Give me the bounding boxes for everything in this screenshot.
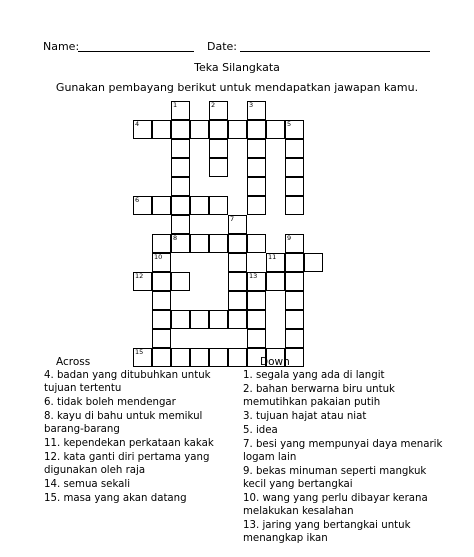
across-clue-list xyxy=(44,369,224,506)
clue-number: 4 xyxy=(135,120,140,128)
clue-number: 7 xyxy=(230,215,235,223)
grid-cell[interactable] xyxy=(285,158,304,177)
grid-cell[interactable] xyxy=(190,234,209,253)
grid-cell[interactable] xyxy=(247,158,266,177)
name-label: Name: xyxy=(43,40,80,53)
grid-cell[interactable] xyxy=(285,291,304,310)
grid-cell[interactable] xyxy=(285,310,304,329)
across-heading: Across xyxy=(56,356,91,368)
grid-cell[interactable] xyxy=(247,120,266,139)
grid-cell[interactable] xyxy=(152,272,171,291)
down-clue: 13. jaring yang bertangkai untuk menangkap ikan xyxy=(243,520,411,544)
grid-cell[interactable] xyxy=(133,272,152,291)
down-clue: 9. bekas minuman seperti mangkuk kecil yang bertangkai xyxy=(243,466,427,490)
grid-cell[interactable] xyxy=(247,196,266,215)
grid-cell[interactable] xyxy=(133,196,152,215)
grid-cell[interactable] xyxy=(228,348,247,367)
grid-cell[interactable] xyxy=(209,310,228,329)
across-clue: 11. kependekan perkataan kakak xyxy=(44,438,214,449)
grid-cell[interactable] xyxy=(190,120,209,139)
grid-cell[interactable] xyxy=(190,348,209,367)
down-clue: 2. bahan berwarna biru untuk memutihkan pakaian putih xyxy=(243,384,395,408)
grid-cell[interactable] xyxy=(285,139,304,158)
across-clue: 15. masa yang akan datang xyxy=(44,493,187,504)
down-clue: 7. besi yang mempunyai daya menarik logam lain xyxy=(243,439,443,463)
date-field[interactable] xyxy=(240,51,430,52)
grid-cell[interactable] xyxy=(228,291,247,310)
grid-cell[interactable] xyxy=(190,196,209,215)
grid-cell[interactable] xyxy=(285,234,304,253)
grid-cell[interactable] xyxy=(209,139,228,158)
down-clue: 5. idea xyxy=(243,425,278,436)
grid-cell[interactable] xyxy=(247,234,266,253)
down-heading: Down xyxy=(260,356,290,368)
grid-cell[interactable] xyxy=(266,120,285,139)
instruction-text: Gunakan pembayang berikut untuk mendapatkan jawapan kamu. xyxy=(55,81,419,94)
grid-cell[interactable] xyxy=(247,177,266,196)
grid-cell[interactable] xyxy=(228,272,247,291)
clue-number: 3 xyxy=(249,101,254,109)
grid-cell[interactable] xyxy=(209,348,228,367)
down-clue: 3. tujuan hajat atau niat xyxy=(243,411,367,422)
grid-cell[interactable] xyxy=(209,196,228,215)
grid-cell[interactable] xyxy=(171,120,190,139)
grid-cell[interactable] xyxy=(228,215,247,234)
grid-cell[interactable] xyxy=(228,310,247,329)
date-label: Date: xyxy=(207,40,237,53)
grid-cell[interactable] xyxy=(228,253,247,272)
grid-cell[interactable] xyxy=(209,234,228,253)
clue-number: 15 xyxy=(135,348,144,356)
grid-cell[interactable] xyxy=(247,310,266,329)
clue-number: 10 xyxy=(154,253,163,261)
grid-cell[interactable] xyxy=(133,120,152,139)
grid-cell[interactable] xyxy=(152,310,171,329)
grid-cell[interactable] xyxy=(152,291,171,310)
clue-number: 6 xyxy=(135,196,140,204)
across-clue: 4. badan yang ditubuhkan untuk tujuan tertentu xyxy=(44,370,211,394)
grid-cell[interactable] xyxy=(285,120,304,139)
name-field[interactable] xyxy=(78,51,194,52)
clue-number: 1 xyxy=(173,101,178,109)
grid-cell[interactable] xyxy=(247,329,266,348)
grid-cell[interactable] xyxy=(171,101,190,120)
grid-cell[interactable] xyxy=(152,253,171,272)
grid-cell[interactable] xyxy=(285,196,304,215)
clue-number: 5 xyxy=(287,120,292,128)
grid-cell[interactable] xyxy=(304,253,323,272)
grid-cell[interactable] xyxy=(247,139,266,158)
grid-cell[interactable] xyxy=(247,272,266,291)
grid-cell[interactable] xyxy=(152,120,171,139)
grid-cell[interactable] xyxy=(247,291,266,310)
grid-cell[interactable] xyxy=(285,177,304,196)
across-clue: 14. semua sekali xyxy=(44,479,131,490)
clue-number: 12 xyxy=(135,272,144,280)
clue-number: 9 xyxy=(287,234,292,242)
grid-cell[interactable] xyxy=(171,234,190,253)
grid-cell[interactable] xyxy=(171,310,190,329)
grid-cell[interactable] xyxy=(266,272,285,291)
grid-cell[interactable] xyxy=(171,177,190,196)
grid-cell[interactable] xyxy=(171,348,190,367)
clue-number: 13 xyxy=(249,272,258,280)
grid-cell[interactable] xyxy=(171,215,190,234)
grid-cell[interactable] xyxy=(228,234,247,253)
down-clue: 1. segala yang ada di langit xyxy=(243,370,385,381)
clue-number: 2 xyxy=(211,101,216,109)
grid-cell[interactable] xyxy=(152,196,171,215)
grid-cell[interactable] xyxy=(228,120,247,139)
grid-cell[interactable] xyxy=(133,348,152,367)
grid-cell[interactable] xyxy=(209,101,228,120)
grid-cell[interactable] xyxy=(209,120,228,139)
grid-cell[interactable] xyxy=(171,196,190,215)
down-clue: 10. wang yang perlu dibayar kerana melakukan kesalahan xyxy=(243,493,428,517)
grid-cell[interactable] xyxy=(152,329,171,348)
clue-number: 8 xyxy=(173,234,178,242)
grid-cell[interactable] xyxy=(266,253,285,272)
grid-cell[interactable] xyxy=(285,253,304,272)
grid-cell[interactable] xyxy=(190,310,209,329)
grid-cell[interactable] xyxy=(285,272,304,291)
across-clue: 8. kayu di bahu untuk memikul barang-barang xyxy=(44,411,203,435)
grid-cell[interactable] xyxy=(171,158,190,177)
clue-number: 11 xyxy=(268,253,277,261)
across-clue: 12. kata ganti diri pertama yang digunakan oleh raja xyxy=(44,452,210,476)
grid-cell[interactable] xyxy=(171,139,190,158)
grid-cell[interactable] xyxy=(209,158,228,177)
puzzle-title: Teka Silangkata xyxy=(194,61,280,74)
grid-cell[interactable] xyxy=(285,329,304,348)
grid-cell[interactable] xyxy=(171,272,190,291)
grid-cell[interactable] xyxy=(152,234,171,253)
down-clue-list xyxy=(243,369,443,546)
grid-cell[interactable] xyxy=(152,348,171,367)
grid-cell[interactable] xyxy=(247,101,266,120)
across-clue: 6. tidak boleh mendengar xyxy=(44,397,176,408)
